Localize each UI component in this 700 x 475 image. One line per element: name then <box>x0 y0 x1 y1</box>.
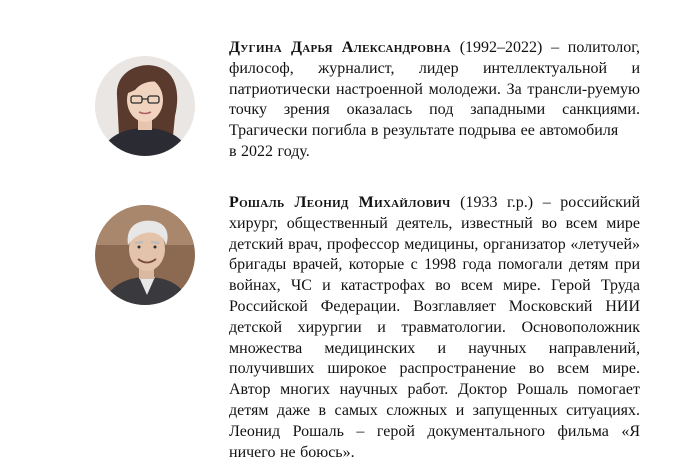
biography-description: политолог, философ, журналист, лидер интеллектуальной и патриотически настроенной молодежи. За трансли-руемую точку зрения оказалась под западными санкциями. Трагически погибла в результате подрыва ее автомобиля <box>229 39 641 140</box>
biography-description: российский хирург, общественный деятель, известный во всем мире детский врач, профессор медицины, организатор «летучей» бригады врачей, которые с 1998 года помогали детям при войнах, ЧС и катастрофах во всем мире. Герой Труда Российской Федерации. Возглавляет Московский НИИ детской хирургии и травматологии. Основоположник множества медицинских и научных направлений, получивших широкое распространение во всем мире. Автор многих научных работ. Доктор Рошаль помогает детям даже в самых сложных и запущенных ситуациях. Леонид Рошаль – герой документального фильма «Я ничего не боюсь». <box>229 194 641 461</box>
portrait-roshal <box>95 205 195 305</box>
person-dates: (1933 г.р.) – <box>460 194 551 211</box>
man-portrait-icon <box>95 205 195 305</box>
biography-description-tail: в 2022 году. <box>229 142 310 160</box>
portrait-dugina <box>95 56 195 156</box>
biography-text-dugina <box>229 38 640 163</box>
person-dates: (1992–2022) – <box>459 39 560 56</box>
person-name: Рошаль Леонид Михайлович <box>229 194 451 211</box>
biography-text-roshal <box>229 193 640 463</box>
woman-portrait-icon <box>95 56 195 156</box>
person-name: Дугина Дарья Александровна <box>229 39 451 56</box>
